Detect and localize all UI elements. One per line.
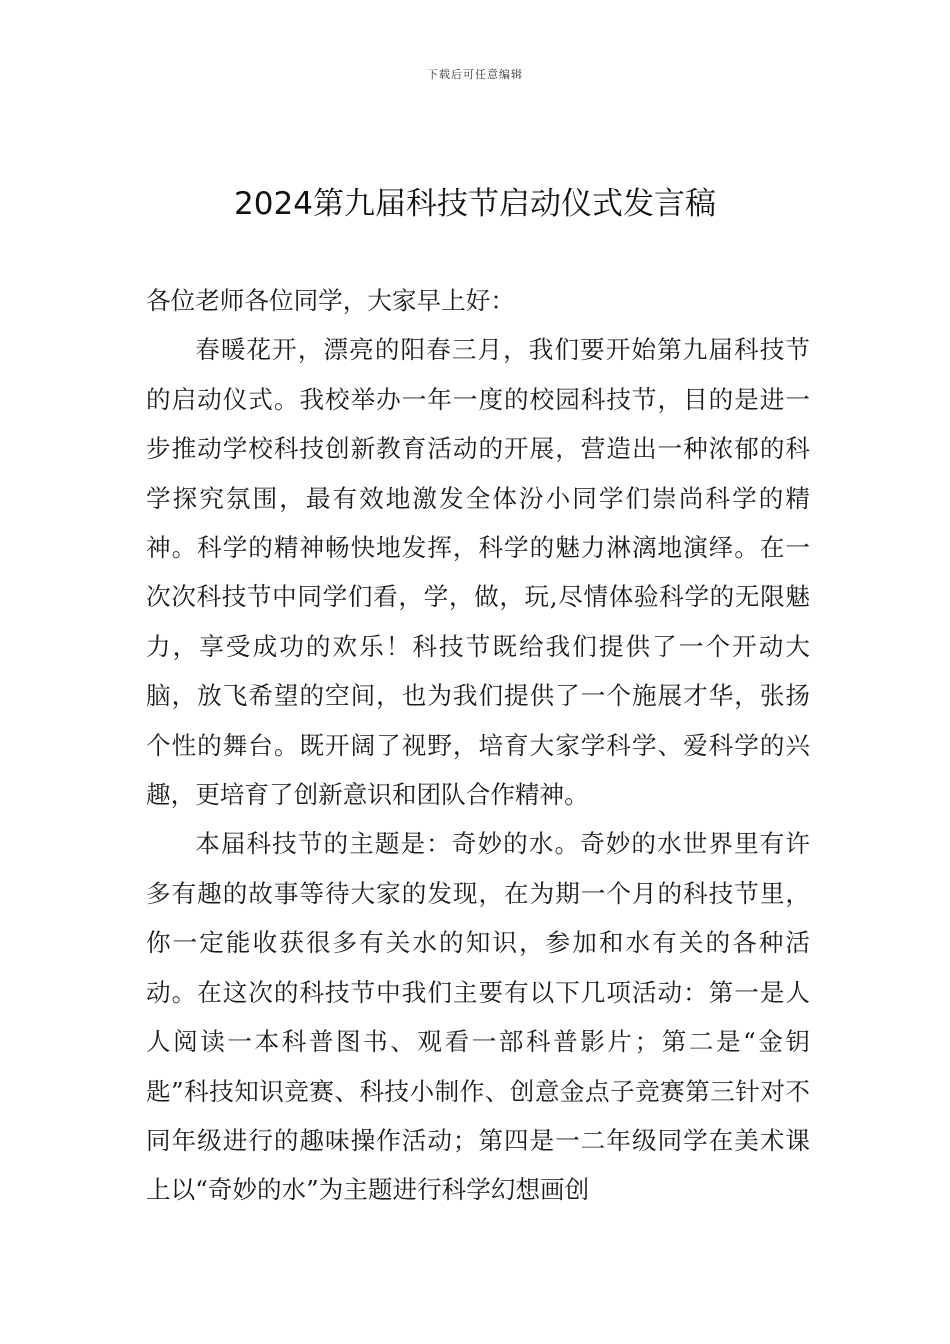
document-title: 2024第九届科技节启动仪式发言稿	[234, 186, 716, 222]
salutation: 各位老师各位同学，大家早上好：	[146, 286, 515, 315]
header-note: 下载后可任意编辑	[427, 68, 523, 81]
document-body	[146, 276, 810, 1215]
paragraph-1: 春暖花开，漂亮的阳春三月，我们要开始第九届科技节的启动仪式。我校举办一年一度的校园科技节，目的是进一步推动学校科技创新教育活动的开展，营造出一种浓郁的科学探究氛围，最有效地激发全体汾小同学们崇尚科学的精神。科学的精神畅快地发挥，科学的魅力淋漓地演绎。在一次次科技节中同学们看，学，做，玩,尽情体验科学的无限魅力，享受成功的欢乐！科技节既给我们提供了一个开动大脑，放飞希望的空间，也为我们提供了一个施展才华，张扬个性的舞台。既开阔了视野，培育大家学科学、爱科学的兴趣，更培育了创新意识和团队合作精神。	[146, 335, 810, 810]
paragraph-2: 本届科技节的主题是：奇妙的水。奇妙的水世界里有许多有趣的故事等待大家的发现，在为期一个月的科技节里，你一定能收获很多有关水的知识，参加和水有关的各种活动。在这次的科技节中我们主要有以下几项活动：第一是人人阅读一本科普图书、观看一部科普影片；第二是“金钥匙”科技知识竞赛、科技小制作、创意金点子竞赛第三针对不同年级进行的趣味操作活动；第四是一二年级同学在美术课上以“奇妙的水”为主题进行科学幻想画创	[146, 829, 810, 1205]
